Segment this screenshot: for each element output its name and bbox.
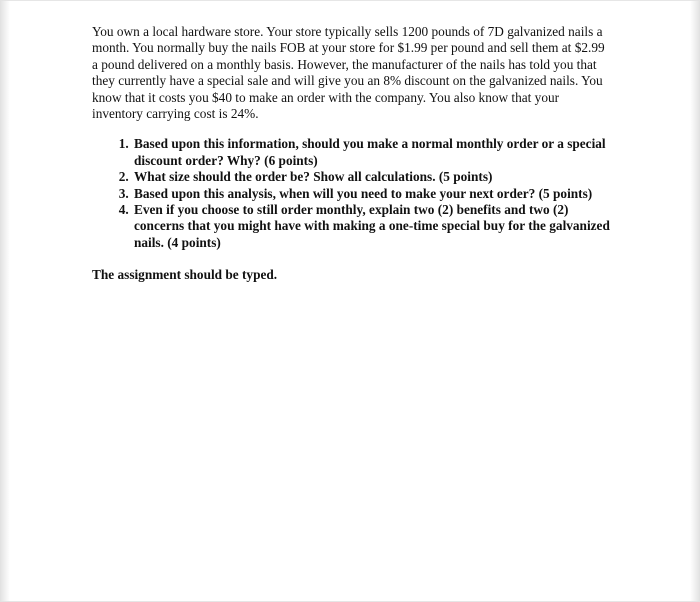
question-item: 3. Based upon this analysis, when will you need to make your next order? (5 points) <box>132 186 612 202</box>
page-edge-left <box>0 0 10 602</box>
question-item: 1. Based upon this information, should you make a normal monthly order or a special discount order? Why? (6 points) <box>132 136 612 169</box>
question-item: 2. What size should the order be? Show all calculations. (5 points) <box>132 169 612 185</box>
intro-paragraph: You own a local hardware store. Your store typically sells 1200 pounds of 7D galvanized nails a month. You normally buy the nails FOB at your store for $1.99 per pound and sell them at $2.99 a pound delivered on a monthly basis. However, the manufacturer of the nails has told you that they currently have a special sale and will give you an 8% discount on the galvanized nails. You know that it costs you $40 to make an order with the company. You also know that your inventory carrying cost is 24%. <box>92 24 605 122</box>
question-list <box>92 136 612 251</box>
question-item: 4. Even if you choose to still order monthly, explain two (2) benefits and two (2) concerns that you might have with making a one-time special buy for the galvanized nails. (4 points) <box>132 202 612 251</box>
assignment-note: The assignment should be typed. <box>92 267 278 283</box>
page-edge-right <box>690 0 700 602</box>
document-content <box>92 24 612 284</box>
